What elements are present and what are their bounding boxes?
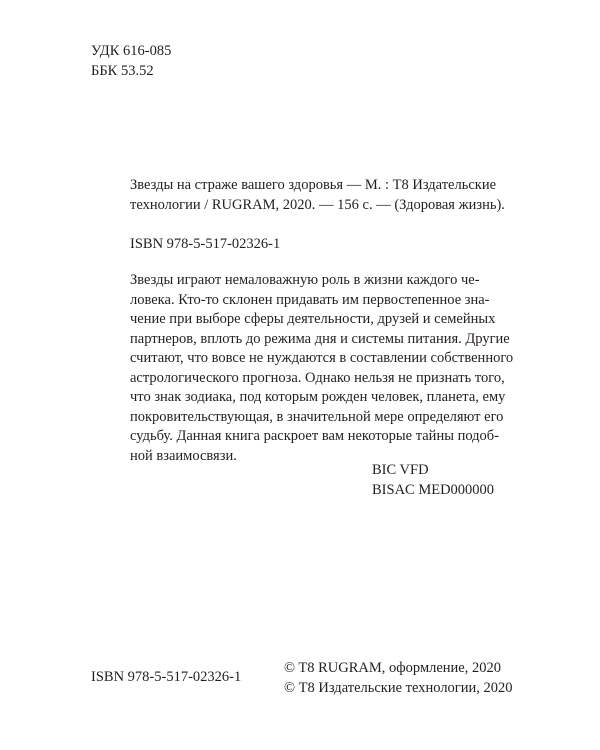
footer-isbn-text: ISBN 978-5-517-02326-1 <box>91 669 242 685</box>
annotation-line: судьбу. Данная книга раскроет вам некоторые тайны подоб- <box>130 428 499 444</box>
annotation-line: покровительствующая, в значительной мере определяют его <box>130 408 504 425</box>
isbn-number <box>130 235 280 255</box>
book-annotation <box>130 271 514 466</box>
subject-codes <box>372 461 494 500</box>
copyright-publisher: © Т8 Издательские технологии, 2020 <box>284 679 513 696</box>
annotation-line: чение при выборе сферы деятельности, друзей и семейных <box>130 311 496 327</box>
annotation-line: Звезды играют немаловажную роль в жизни каждого че- <box>130 272 480 288</box>
footer-isbn <box>91 668 241 688</box>
bibliography-line: технологии / RUGRAM, 2020. — 156 с. — (Здоровая жизнь). <box>130 196 505 213</box>
copyright-design: © T8 RUGRAM, оформление, 2020 <box>284 660 501 676</box>
bibliographic-record <box>130 176 505 215</box>
bibliography-line: Звезды на страже вашего здоровья — М. : Т8 Издательские <box>130 177 497 193</box>
annotation-line: ловека. Кто-то склонен придавать им первостепенное зна- <box>130 291 490 308</box>
annotation-line: партнеров, вплоть до режима дня и системы питания. Другие <box>130 330 510 347</box>
annotation-line: считают, что вовсе не нуждаются в составлении собственного <box>130 350 514 366</box>
annotation-line: ной взаимосвязи. <box>130 447 237 464</box>
copyright-notice <box>284 659 513 698</box>
classification-codes <box>91 42 171 81</box>
annotation-line: что знак зодиака, под которым рожден человек, планета, ему <box>130 389 506 405</box>
isbn-text: ISBN 978-5-517-02326-1 <box>130 236 281 252</box>
bisac-code: BISAC MED000000 <box>372 481 495 498</box>
annotation-line: астрологического прогноза. Однако нельзя не признать того, <box>130 369 505 386</box>
udk-code: УДК 616-085 <box>91 43 172 59</box>
bic-code: BIC VFD <box>372 462 429 478</box>
bbk-code: ББК 53.52 <box>91 62 154 79</box>
